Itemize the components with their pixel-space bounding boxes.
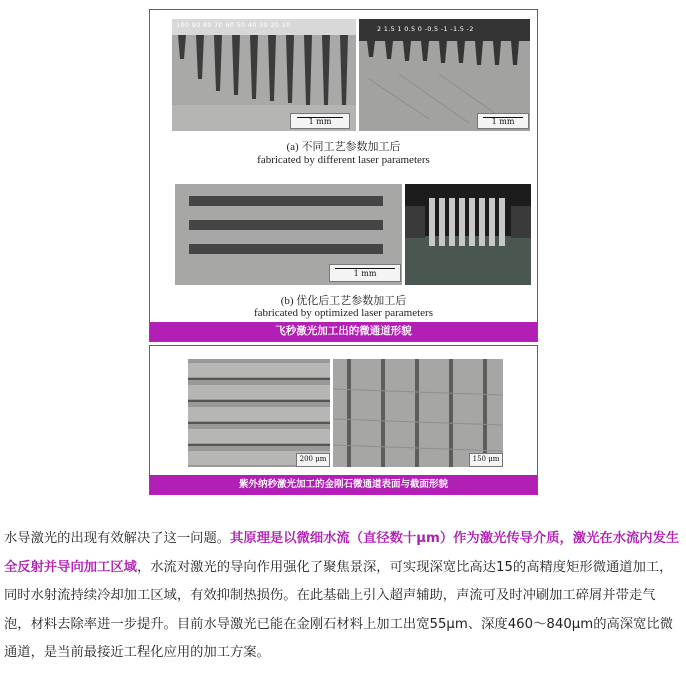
- surface-channels: [188, 359, 330, 467]
- scalebar-label-b: 1 mm: [353, 269, 377, 278]
- cross-section-b-right: [405, 184, 531, 285]
- caption-a-cn: (a) 不同工艺参数加工后: [286, 141, 401, 153]
- tick-labels-a-right: 2 1.5 1 0.5 0 -0.5 -1 -1.5 -2: [377, 25, 474, 33]
- section-channels: [333, 359, 503, 467]
- image-b-left: [175, 184, 402, 285]
- scalebar-b: [329, 264, 401, 282]
- scalebar-label-a-left: 1 mm: [308, 117, 332, 126]
- surface-image: [188, 359, 330, 467]
- scalebar-label-a-right: 1 mm: [491, 117, 515, 126]
- scalebar-a-right: [477, 113, 529, 129]
- figure2-banner: 紫外纳秒激光加工的金刚石微通道表面与截面形貌: [150, 475, 537, 494]
- paragraph-rest: ，水流对激光的导向作用强化了聚焦景深，可实现深宽比高达15的高精度矩形微通道加工，同时水射流持续冷却加工区域，有效抑制热损伤。在此基础上引入超声辅助，声流可及时冲刷加工碎屑并带走气泡，材料去除率进一步提升。目前水导激光已能在金刚石材料上加工出宽55μm、深度460～840μm的高深宽比微通道，是当前最接近工程化应用的加工方案。: [4, 559, 673, 660]
- sem-image-a-right: [359, 19, 530, 131]
- scalebar-section: [469, 453, 503, 467]
- scalebar-surface: [296, 453, 330, 467]
- caption-b-en: fabricated by optimized laser parameters: [254, 307, 433, 319]
- figure-femtosecond: [149, 9, 538, 342]
- image-b-right: [405, 184, 531, 285]
- body-paragraph: [4, 525, 682, 668]
- scalebar-label-section: 150 μm: [472, 455, 500, 463]
- figure1-banner: 飞秒激光加工出的微通道形貌: [150, 322, 537, 341]
- figure-nanosecond: [149, 345, 538, 495]
- section-image: [333, 359, 503, 467]
- paragraph-highlight: 其原理是以微细水流（直径数十μm）作为激光传导介质，激光在水流内发生全反射并导向加工区域: [4, 531, 680, 575]
- scalebar-a-left: [290, 113, 350, 129]
- paragraph-intro: 水导激光的出现有效解决了这一问题。: [4, 531, 231, 546]
- scalebar-label-surface: 200 μm: [299, 455, 327, 463]
- tick-labels-a-left: 100 90 80 70 60 50 40 30 20 10: [176, 21, 291, 29]
- caption-b-cn: (b) 优化后工艺参数加工后: [280, 295, 407, 307]
- sem-image-a-left: [172, 19, 356, 131]
- caption-a-en: fabricated by different laser parameters: [257, 154, 430, 166]
